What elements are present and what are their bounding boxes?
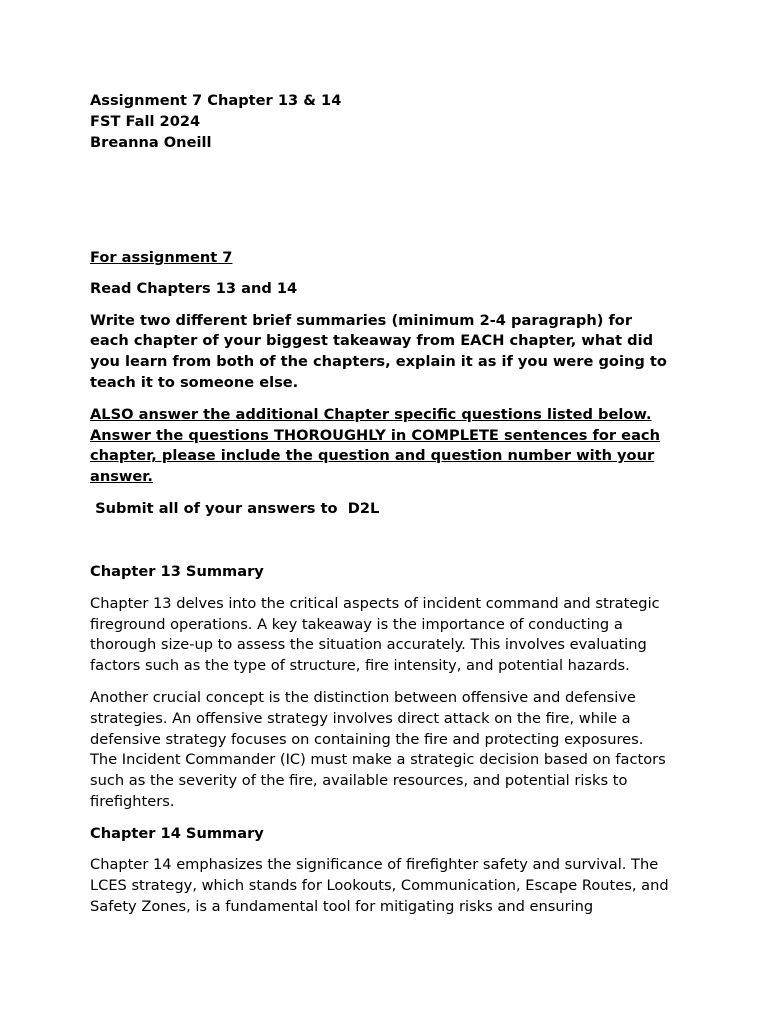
instructions-section xyxy=(90,248,690,520)
instructions-heading: For assignment 7 xyxy=(90,248,233,266)
chapter-14-heading: Chapter 14 Summary xyxy=(90,824,264,842)
chapter-13-heading: Chapter 13 Summary xyxy=(90,563,264,581)
spacer xyxy=(90,154,690,248)
chapter-13-paragraph-2: Another crucial concept is the distinction between offensive and defensive strategies. An offensive strategy involves direct attack on the fire, while a defensive strategy focuses on containing the fire and protecting exposures. The Incident Commander (IC) must make a strategic decision based on factors such as the severity of the fire, available resources, and potential risks to firefighters. xyxy=(90,688,666,811)
instructions-write: Write two different brief summaries (minimum 2-4 paragraph) for each chapter of your biggest takeaway from EACH chapter, what did you learn from both of the chapters, explain it as if you were going to teach it to someone else. xyxy=(90,311,667,392)
chapter-13-section xyxy=(90,562,690,813)
assignment-title: Assignment 7 Chapter 13 & 14 xyxy=(90,92,342,109)
document-page xyxy=(90,91,690,928)
instructions-also: ALSO answer the additional Chapter specific questions listed below. Answer the questions THOROUGHLY in COMPLETE sentences for each chapter, please include the question and question number with your answer. xyxy=(90,405,660,486)
chapter-14-section xyxy=(90,824,690,918)
chapter-14-paragraph-1: Chapter 14 emphasizes the significance of firefighter safety and survival. The LCES strategy, which stands for Lookouts, Communication, Escape Routes, and Safety Zones, is a fundamental tool for mitigating risks and ensuring xyxy=(90,856,669,915)
instructions-submit: Submit all of your answers to D2L xyxy=(90,499,380,517)
spacer xyxy=(90,530,690,562)
chapter-13-paragraph-1: Chapter 13 delves into the critical aspects of incident command and strategic fireground operations. A key takeaway is the importance of conducting a thorough size-up to assess the situation accurately. This involves evaluating factors such as the type of structure, fire intensity, and potential hazards. xyxy=(90,594,660,675)
course-term: FST Fall 2024 xyxy=(90,112,201,130)
instructions-read: Read Chapters 13 and 14 xyxy=(90,280,298,298)
student-name: Breanna Oneill xyxy=(90,133,212,151)
document-header xyxy=(90,91,690,154)
